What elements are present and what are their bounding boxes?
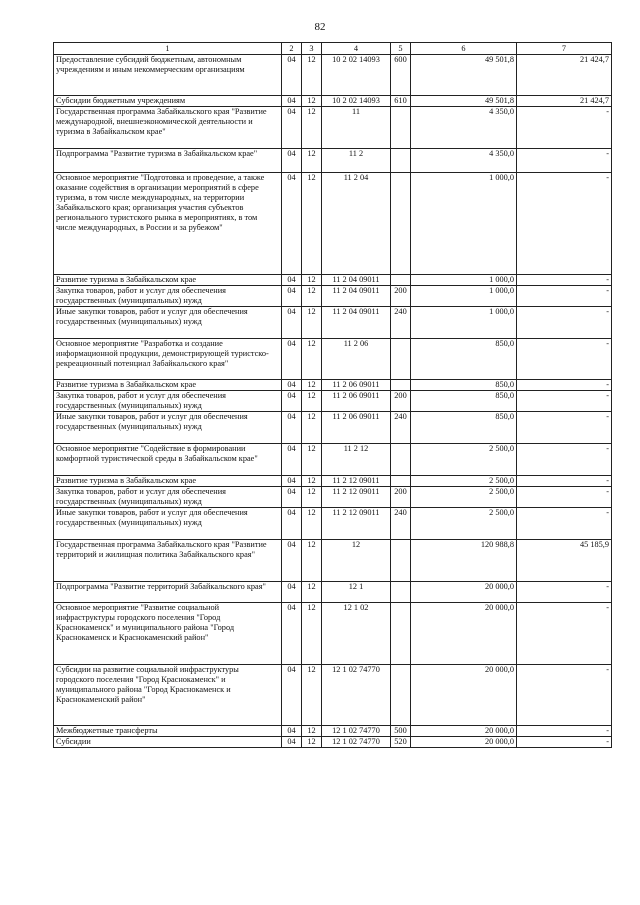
- row-name: Государственная программа Забайкальского края "Развитие международной, внешнеэкономической деятельности и туризма в Забайкальском крае": [54, 107, 282, 149]
- row-subsection: 12: [302, 307, 322, 339]
- table-row: [54, 582, 612, 603]
- table-row: [54, 726, 612, 737]
- row-expense-type: [391, 275, 411, 286]
- row-amount-1: 850,0: [411, 339, 517, 380]
- col-header: 4: [322, 43, 391, 55]
- table-row: [54, 307, 612, 339]
- row-section: 04: [282, 476, 302, 487]
- row-expense-type: [391, 149, 411, 173]
- row-amount-1: 1 000,0: [411, 173, 517, 275]
- row-section: 04: [282, 286, 302, 307]
- col-header: 7: [517, 43, 612, 55]
- row-target-code: 11 2 12: [322, 444, 391, 476]
- row-amount-1: 850,0: [411, 412, 517, 444]
- row-section: 04: [282, 307, 302, 339]
- row-subsection: 12: [302, 540, 322, 582]
- row-subsection: 12: [302, 107, 322, 149]
- col-header: 1: [54, 43, 282, 55]
- table-row: [54, 286, 612, 307]
- table-row: [54, 339, 612, 380]
- row-amount-2: 45 185,9: [517, 540, 612, 582]
- row-name: Государственная программа Забайкальского края "Развитие территорий и жилищная политика Забайкальского края": [54, 540, 282, 582]
- col-header: 5: [391, 43, 411, 55]
- row-section: 04: [282, 55, 302, 96]
- budget-table: [53, 42, 612, 748]
- row-target-code: 11 2 12 09011: [322, 487, 391, 508]
- row-expense-type: 240: [391, 307, 411, 339]
- row-name: Иные закупки товаров, работ и услуг для обеспечения государственных (муниципальных) нужд: [54, 412, 282, 444]
- row-target-code: 11: [322, 107, 391, 149]
- row-amount-1: 2 500,0: [411, 476, 517, 487]
- row-expense-type: 200: [391, 487, 411, 508]
- row-amount-2: -: [517, 476, 612, 487]
- row-subsection: 12: [302, 412, 322, 444]
- row-expense-type: [391, 444, 411, 476]
- row-section: 04: [282, 726, 302, 737]
- row-amount-2: -: [517, 444, 612, 476]
- row-target-code: 12 1 02 74770: [322, 665, 391, 726]
- row-name: Основное мероприятие "Разработка и создание информационной продукции, демонстрирующей туристско-рекреационный потенциал Забайкальского края": [54, 339, 282, 380]
- row-amount-1: 850,0: [411, 380, 517, 391]
- row-subsection: 12: [302, 508, 322, 540]
- row-target-code: 11 2 04 09011: [322, 286, 391, 307]
- row-amount-1: 20 000,0: [411, 726, 517, 737]
- table-row: [54, 107, 612, 149]
- row-name: Подпрограмма "Развитие территорий Забайкальского края": [54, 582, 282, 603]
- row-expense-type: [391, 476, 411, 487]
- row-subsection: 12: [302, 149, 322, 173]
- row-section: 04: [282, 603, 302, 665]
- row-name: Развитие туризма в Забайкальском крае: [54, 380, 282, 391]
- table-row: [54, 149, 612, 173]
- table-row: [54, 275, 612, 286]
- row-name: Субсидии: [54, 737, 282, 748]
- row-amount-2: -: [517, 149, 612, 173]
- row-target-code: 12 1 02: [322, 603, 391, 665]
- row-amount-1: 1 000,0: [411, 275, 517, 286]
- row-amount-1: 20 000,0: [411, 737, 517, 748]
- row-amount-2: -: [517, 726, 612, 737]
- row-target-code: 12 1 02 74770: [322, 726, 391, 737]
- row-amount-1: 4 350,0: [411, 149, 517, 173]
- row-amount-2: -: [517, 339, 612, 380]
- row-section: 04: [282, 391, 302, 412]
- table-row: [54, 476, 612, 487]
- row-expense-type: 610: [391, 96, 411, 107]
- row-name: Основное мероприятие "Содействие в формировании комфортной туристической среды в Забайкальском крае": [54, 444, 282, 476]
- row-expense-type: [391, 173, 411, 275]
- row-expense-type: 500: [391, 726, 411, 737]
- row-target-code: 11 2 06 09011: [322, 380, 391, 391]
- header-row: [54, 43, 612, 55]
- col-header: 6: [411, 43, 517, 55]
- row-subsection: 12: [302, 391, 322, 412]
- row-section: 04: [282, 149, 302, 173]
- row-section: 04: [282, 582, 302, 603]
- table-row: [54, 96, 612, 107]
- page-number: 82: [314, 21, 326, 33]
- row-subsection: 12: [302, 380, 322, 391]
- row-expense-type: [391, 665, 411, 726]
- table-row: [54, 412, 612, 444]
- col-header: 2: [282, 43, 302, 55]
- row-amount-1: 120 988,8: [411, 540, 517, 582]
- row-amount-1: 49 501,8: [411, 55, 517, 96]
- row-amount-1: 2 500,0: [411, 487, 517, 508]
- row-amount-1: 2 500,0: [411, 444, 517, 476]
- row-expense-type: [391, 339, 411, 380]
- row-name: Подпрограмма "Развитие туризма в Забайкальском крае": [54, 149, 282, 173]
- row-amount-2: -: [517, 286, 612, 307]
- row-target-code: 12: [322, 540, 391, 582]
- row-section: 04: [282, 339, 302, 380]
- row-target-code: 11 2 04 09011: [322, 307, 391, 339]
- row-section: 04: [282, 737, 302, 748]
- row-name: Развитие туризма в Забайкальском крае: [54, 476, 282, 487]
- row-subsection: 12: [302, 96, 322, 107]
- row-amount-2: -: [517, 307, 612, 339]
- row-subsection: 12: [302, 726, 322, 737]
- row-amount-1: 49 501,8: [411, 96, 517, 107]
- table-row: [54, 665, 612, 726]
- row-name: Субсидии бюджетным учреждениям: [54, 96, 282, 107]
- row-subsection: 12: [302, 665, 322, 726]
- table-row: [54, 391, 612, 412]
- row-amount-1: 850,0: [411, 391, 517, 412]
- table-row: [54, 603, 612, 665]
- row-subsection: 12: [302, 173, 322, 275]
- row-amount-2: -: [517, 412, 612, 444]
- row-amount-1: 4 350,0: [411, 107, 517, 149]
- row-expense-type: 600: [391, 55, 411, 96]
- row-name: Основное мероприятие "Развитие социальной инфраструктуры городского поселения "Город Краснокаменск" и муниципального района "Город Краснокаменск и Краснокаменский район": [54, 603, 282, 665]
- row-amount-2: -: [517, 487, 612, 508]
- row-expense-type: [391, 540, 411, 582]
- row-amount-1: 1 000,0: [411, 307, 517, 339]
- row-expense-type: 240: [391, 508, 411, 540]
- row-amount-2: -: [517, 173, 612, 275]
- row-target-code: 10 2 02 14093: [322, 55, 391, 96]
- row-section: 04: [282, 173, 302, 275]
- table-row: [54, 380, 612, 391]
- row-amount-2: -: [517, 737, 612, 748]
- table-row: [54, 55, 612, 96]
- row-name: Закупка товаров, работ и услуг для обеспечения государственных (муниципальных) нужд: [54, 487, 282, 508]
- table-row: [54, 173, 612, 275]
- row-expense-type: 200: [391, 391, 411, 412]
- row-amount-1: 20 000,0: [411, 665, 517, 726]
- row-target-code: 11 2 12 09011: [322, 508, 391, 540]
- row-target-code: 11 2: [322, 149, 391, 173]
- row-name: Развитие туризма в Забайкальском крае: [54, 275, 282, 286]
- row-amount-2: -: [517, 380, 612, 391]
- col-header: 3: [302, 43, 322, 55]
- row-name: Закупка товаров, работ и услуг для обеспечения государственных (муниципальных) нужд: [54, 391, 282, 412]
- row-expense-type: [391, 107, 411, 149]
- row-name: Иные закупки товаров, работ и услуг для обеспечения государственных (муниципальных) нужд: [54, 508, 282, 540]
- row-section: 04: [282, 508, 302, 540]
- row-name: Субсидии на развитие социальной инфраструктуры городского поселения "Город Краснокаменск" и муниципального района "Город Краснокаменск и Краснокаменский район": [54, 665, 282, 726]
- row-target-code: 11 2 12 09011: [322, 476, 391, 487]
- row-target-code: 11 2 04 09011: [322, 275, 391, 286]
- row-name: Иные закупки товаров, работ и услуг для обеспечения государственных (муниципальных) нужд: [54, 307, 282, 339]
- row-amount-2: -: [517, 107, 612, 149]
- row-amount-2: -: [517, 275, 612, 286]
- row-expense-type: [391, 380, 411, 391]
- row-section: 04: [282, 540, 302, 582]
- row-name: Межбюджетные трансферты: [54, 726, 282, 737]
- row-target-code: 10 2 02 14093: [322, 96, 391, 107]
- row-section: 04: [282, 107, 302, 149]
- table-row: [54, 444, 612, 476]
- row-subsection: 12: [302, 737, 322, 748]
- row-amount-2: -: [517, 582, 612, 603]
- row-name: Основное мероприятие "Подготовка и проведение, а также оказание содействия в организации мероприятий в сфере туризма, в том числе международных, на территории Забайкальского края; организация участия субъектов регионального туристского рынка в мероприятиях, в том числе международных, в России и за рубежом": [54, 173, 282, 275]
- table-row: [54, 487, 612, 508]
- row-amount-2: -: [517, 391, 612, 412]
- row-amount-2: 21 424,7: [517, 55, 612, 96]
- row-subsection: 12: [302, 487, 322, 508]
- row-section: 04: [282, 96, 302, 107]
- row-amount-2: -: [517, 603, 612, 665]
- row-expense-type: 520: [391, 737, 411, 748]
- row-expense-type: [391, 582, 411, 603]
- row-expense-type: 200: [391, 286, 411, 307]
- row-amount-1: 20 000,0: [411, 603, 517, 665]
- row-target-code: 12 1: [322, 582, 391, 603]
- row-subsection: 12: [302, 339, 322, 380]
- row-subsection: 12: [302, 286, 322, 307]
- row-subsection: 12: [302, 476, 322, 487]
- row-target-code: 11 2 04: [322, 173, 391, 275]
- table-row: [54, 737, 612, 748]
- table-row: [54, 540, 612, 582]
- row-amount-1: 20 000,0: [411, 582, 517, 603]
- row-amount-2: -: [517, 665, 612, 726]
- row-section: 04: [282, 412, 302, 444]
- row-expense-type: [391, 603, 411, 665]
- row-name: Закупка товаров, работ и услуг для обеспечения государственных (муниципальных) нужд: [54, 286, 282, 307]
- table-row: [54, 508, 612, 540]
- row-amount-1: 2 500,0: [411, 508, 517, 540]
- row-target-code: 11 2 06 09011: [322, 412, 391, 444]
- row-section: 04: [282, 275, 302, 286]
- row-subsection: 12: [302, 55, 322, 96]
- row-amount-2: 21 424,7: [517, 96, 612, 107]
- row-target-code: 12 1 02 74770: [322, 737, 391, 748]
- row-section: 04: [282, 487, 302, 508]
- row-expense-type: 240: [391, 412, 411, 444]
- row-target-code: 11 2 06 09011: [322, 391, 391, 412]
- row-target-code: 11 2 06: [322, 339, 391, 380]
- row-section: 04: [282, 444, 302, 476]
- row-section: 04: [282, 380, 302, 391]
- row-subsection: 12: [302, 444, 322, 476]
- row-subsection: 12: [302, 275, 322, 286]
- row-subsection: 12: [302, 603, 322, 665]
- row-amount-1: 1 000,0: [411, 286, 517, 307]
- row-name: Предоставление субсидий бюджетным, автономным учреждениям и иным некоммерческим организациям: [54, 55, 282, 96]
- row-section: 04: [282, 665, 302, 726]
- row-subsection: 12: [302, 582, 322, 603]
- row-amount-2: -: [517, 508, 612, 540]
